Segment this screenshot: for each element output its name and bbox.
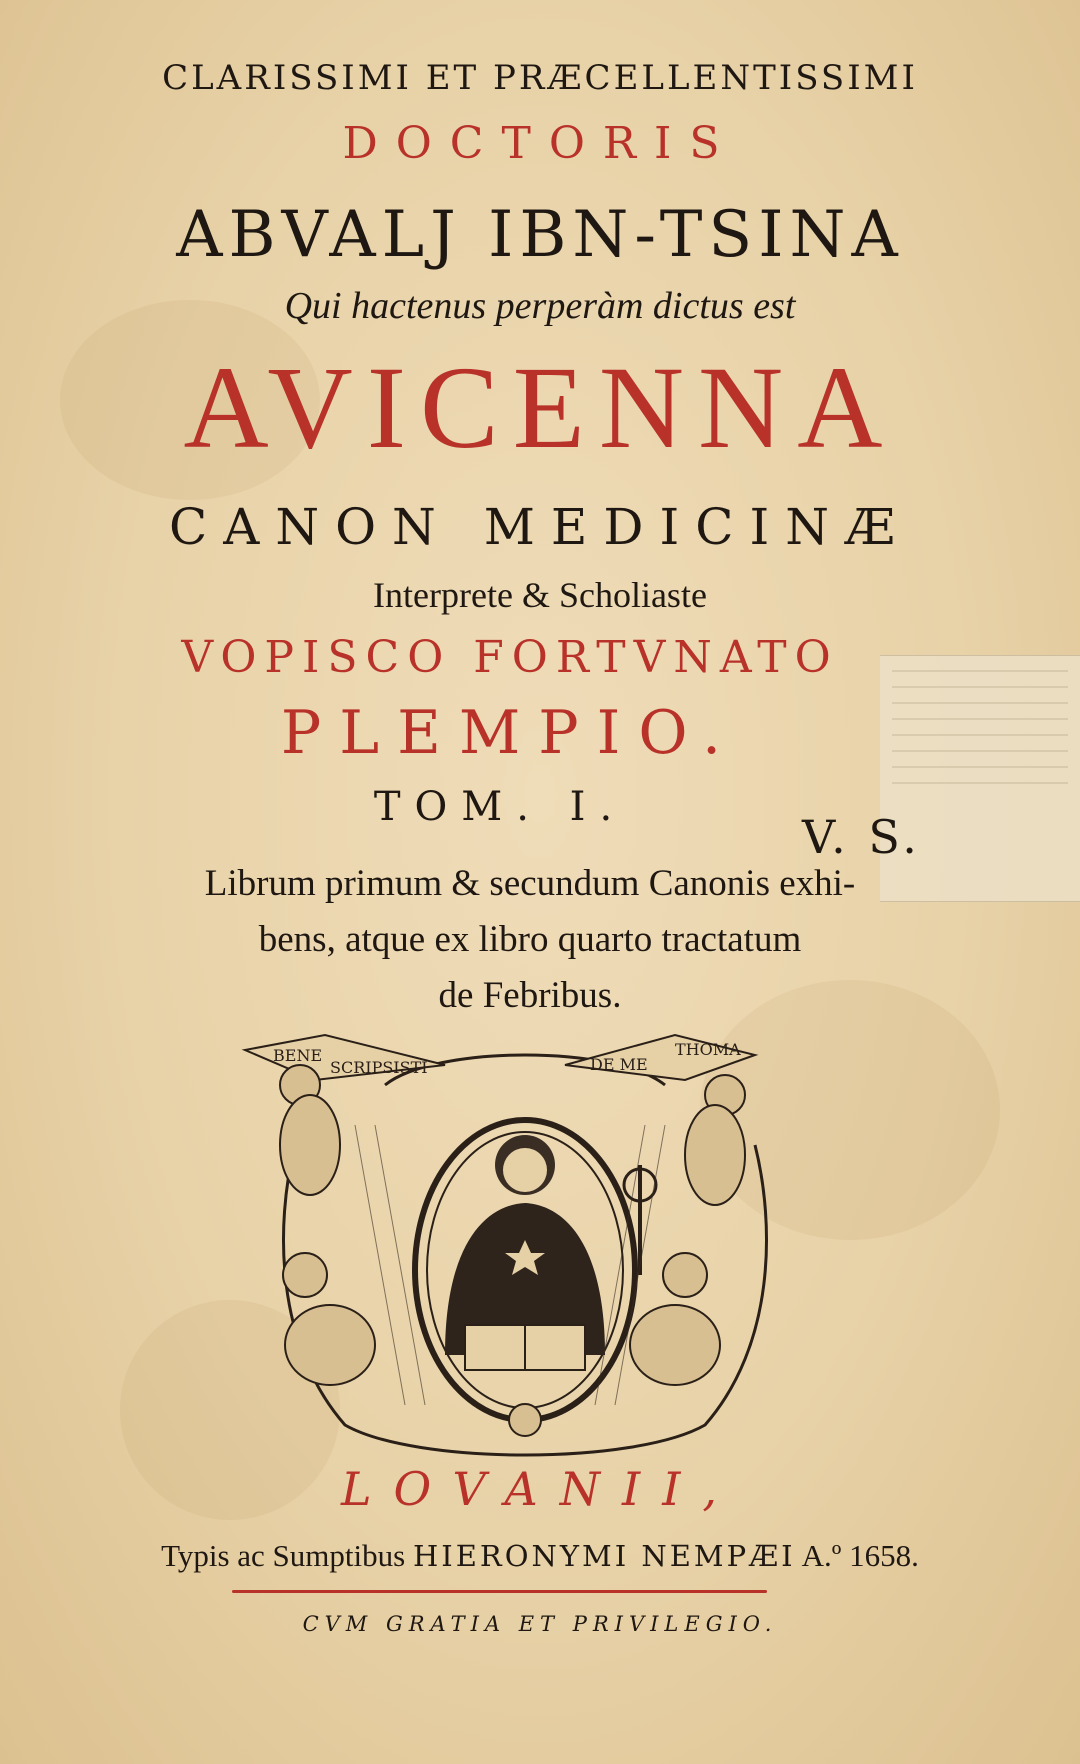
imprint-prefix: Typis ac Sumptibus: [161, 1538, 406, 1573]
title-canon-medicinae: CANON MEDICINÆ: [168, 498, 912, 556]
privilege-line: CVM GRATIA ET PRIVILEGIO.: [302, 1612, 778, 1636]
description-line: Librum primum & secundum Canonis exhi-: [204, 863, 856, 904]
imprint-year: A.º 1658.: [801, 1538, 919, 1573]
author-name: ABVALJ IBN-TSINA: [176, 198, 904, 272]
scholar-figure: [445, 1135, 605, 1370]
description-line: bens, atque ex libro quarto tractatum: [258, 919, 802, 960]
red-rule: [232, 1590, 767, 1593]
translator-surname: PLEMPIO.: [280, 698, 740, 768]
printer-emblem-woodcut: [235, 1025, 815, 1475]
description-line: de Febribus.: [438, 975, 622, 1016]
banner-word: DE ME: [590, 1055, 648, 1074]
printer-emblem: [235, 1025, 815, 1475]
title-line-interprete: Interprete & Scholiaste: [373, 575, 707, 615]
banner-word: BENE: [273, 1046, 323, 1065]
translator-name: VOPISCO FORTVNATO: [181, 632, 839, 683]
volume-description: [0, 856, 1070, 1024]
title-line-doctoris: DOCTORIS: [342, 118, 738, 169]
title-avicenna: AVICENNA: [183, 342, 897, 473]
banner-word: THOMA: [675, 1040, 741, 1059]
imprint-line: [0, 1538, 1080, 1574]
imprint-place: LOVANII,: [341, 1462, 739, 1516]
banner-word: SCRIPSISTI: [330, 1058, 428, 1077]
volume-label: TOM. I.: [373, 784, 627, 830]
handwritten-mark: V. S.: [802, 810, 921, 864]
title-line-clarissimi: CLARISSIMI ET PRÆCELLENTISSIMI: [162, 58, 918, 98]
title-line-qui-hactenus: Qui hactenus perperàm dictus est: [284, 285, 796, 327]
printer-name: HIERONYMI NEMPÆI: [412, 1539, 796, 1573]
